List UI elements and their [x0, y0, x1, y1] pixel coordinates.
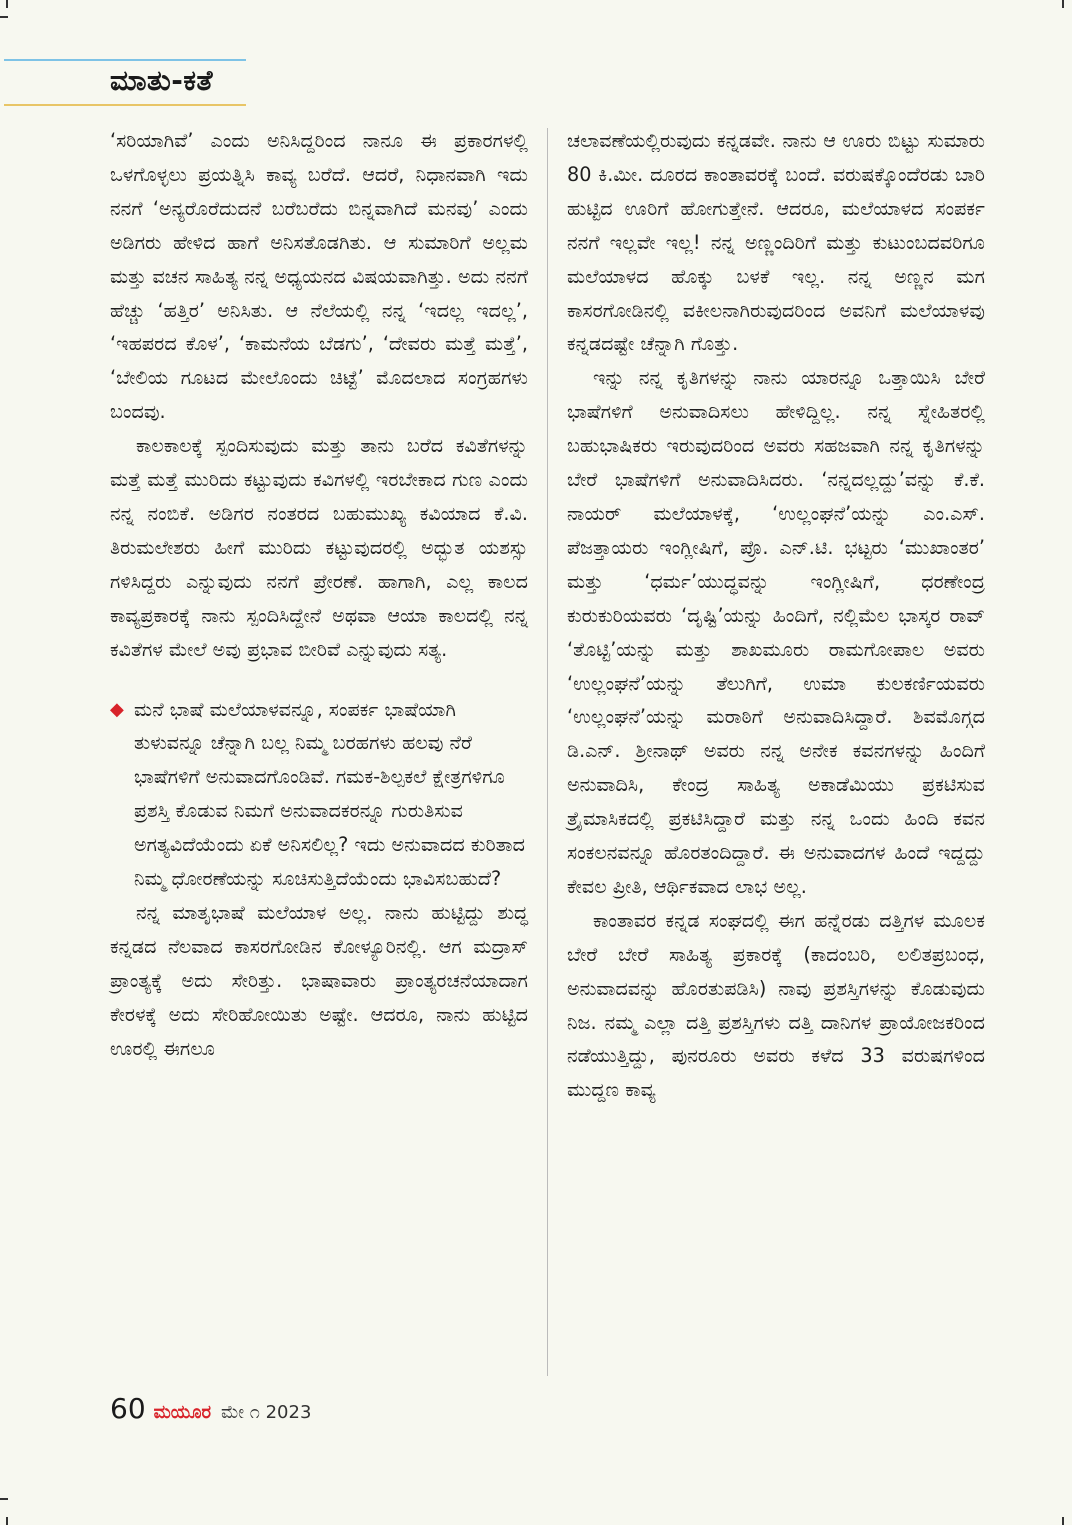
left-column — [110, 124, 528, 1065]
crop-mark — [6, 1517, 8, 1525]
paragraph: ಚಲಾವಣೆಯಲ್ಲಿರುವುದು ಕನ್ನಡವೇ. ನಾನು ಆ ಊರು ಬಿಟ್ಟು ಸುಮಾರು 80 ಕಿ.ಮೀ. ದೂರದ ಕಾಂತಾವರಕ್ಕೆ ಬಂದೆ. ವರುಷಕ್ಕೊಂದೆರಡು ಬಾರಿ ಹುಟ್ಟಿದ ಊರಿಗೆ ಹೋಗುತ್ತೇನೆ. ಆದರೂ, ಮಲೆಯಾಳದ ಸಂಪರ್ಕ ನನಗೆ ಇಲ್ಲವೇ ಇಲ್ಲ! ನನ್ನ ಅಣ್ಣಂದಿರಿಗೆ ಮತ್ತು ಕುಟುಂಬದವರಿಗೂ ಮಲೆಯಾಳದ ಹೊಕ್ಕು ಬಳಕೆ ಇಲ್ಲ. ನನ್ನ ಅಣ್ಣನ ಮಗ ಕಾಸರಗೋಡಿನಲ್ಲಿ ವಕೀಲನಾಗಿರುವುದರಿಂದ ಅವನಿಗೆ ಮಲೆಯಾಳವು ಕನ್ನಡದಷ್ಟೇ ಚೆನ್ನಾಗಿ ಗೊತ್ತು. — [567, 129, 985, 356]
question-text: ಮನೆ ಭಾಷೆ ಮಲೆಯಾಳವನ್ನೂ, ಸಂಪರ್ಕ ಭಾಷೆಯಾಗಿ ತುಳುವನ್ನೂ ಚೆನ್ನಾಗಿ ಬಲ್ಲ ನಿಮ್ಮ ಬರಹಗಳು ಹಲವು ನೆರೆ ಭಾಷೆಗಳಿಗೆ ಅನುವಾದಗೊಂಡಿವೆ. ಗಮಕ-ಶಿಲ್ಪಕಲೆ ಕ್ಷೇತ್ರಗಳಿಗೂ ಪ್ರಶಸ್ತಿ ಕೊಡುವ ನಿಮಗೆ ಅನುವಾದಕರನ್ನೂ ಗುರುತಿಸುವ ಅಗತ್ಯವಿದೆಯೆಂದು ಏಕೆ ಅನಿಸಲಿಲ್ಲ? ಇದು ಅನುವಾದದ ಕುರಿತಾದ ನಿಮ್ಮ ಧೋರಣೆಯನ್ನು ಸೂಚಿಸುತ್ತಿದೆಯೆಂದು ಭಾವಿಸಬಹುದೆ? — [134, 697, 526, 891]
header-rule-yellow — [4, 104, 246, 106]
crop-mark — [1062, 1517, 1064, 1525]
paragraph: ‘ಸರಿಯಾಗಿವೆ’ ಎಂದು ಅನಿಸಿದ್ದರಿಂದ ನಾನೂ ಈ ಪ್ರಕಾರಗಳಲ್ಲಿ ಒಳಗೊಳ್ಳಲು ಪ್ರಯತ್ನಿಸಿ ಕಾವ್ಯ ಬರೆದೆ. ಆದರೆ, ನಿಧಾನವಾಗಿ ಇದು ನನಗೆ ‘ಅನ್ಯರೊರೆದುದನೆ ಬರೆಬರೆದು ಬಿನ್ನವಾಗಿದೆ ಮನವು’ ಎಂದು ಅಡಿಗರು ಹೇಳಿದ ಹಾಗೆ ಅನಿಸತೊಡಗಿತು. ಆ ಸುಮಾರಿಗೆ ಅಲ್ಲಮ ಮತ್ತು ವಚನ ಸಾಹಿತ್ಯ ನನ್ನ ಅಧ್ಯಯನದ ವಿಷಯವಾಗಿತ್ತು. ಅದು ನನಗೆ ಹೆಚ್ಚು ‘ಹತ್ತಿರ’ ಅನಿಸಿತು. ಆ ನೆಲೆಯಲ್ಲಿ ನನ್ನ ‘ಇದಲ್ಲ ಇದಲ್ಲ’, ‘ಇಹಪರದ ಕೊಳ’, ‘ಕಾಮನೆಯ ಬೆಡಗು’, ‘ದೇವರು ಮತ್ತೆ ಮತ್ತೆ’, ‘ಬೇಲಿಯ ಗೂಟದ ಮೇಲೊಂದು ಚಿಟ್ಟೆ’ ಮೊದಲಾದ ಸಂಗ್ರಹಗಳು ಬಂದವು. — [110, 129, 528, 424]
header-rule-blue — [4, 59, 246, 61]
crop-mark — [0, 16, 8, 18]
right-column — [567, 124, 985, 1107]
spacer — [110, 667, 528, 693]
paragraph: ನನ್ನ ಮಾತೃಭಾಷೆ ಮಲೆಯಾಳ ಅಲ್ಲ. ನಾನು ಹುಟ್ಟಿದ್ದು ಶುದ್ಧ ಕನ್ನಡದ ನೆಲವಾದ ಕಾಸರಗೋಡಿನ ಕೋಳ್ಯೂರಿನಲ್ಲಿ. ಆಗ ಮದ್ರಾಸ್ ಪ್ರಾಂತ್ಯಕ್ಕೆ ಅದು ಸೇರಿತ್ತು. ಭಾಷಾವಾರು ಪ್ರಾಂತ್ಯರಚನೆಯಾದಾಗ ಕೇರಳಕ್ಕೆ ಅದು ಸೇರಿಹೋಯಿತು ಅಷ್ಟೇ. ಆದರೂ, ನಾನು ಹುಟ್ಟಿದ ಊರಲ್ಲಿ ಈಗಲೂ — [110, 900, 528, 1060]
paragraph: ಇನ್ನು ನನ್ನ ಕೃತಿಗಳನ್ನು ನಾನು ಯಾರನ್ನೂ ಒತ್ತಾಯಿಸಿ ಬೇರೆ ಭಾಷೆಗಳಿಗೆ ಅನುವಾದಿಸಲು ಹೇಳಿದ್ದಿಲ್ಲ. ನನ್ನ ಸ್ನೇಹಿತರಲ್ಲಿ ಬಹುಭಾಷಿಕರು ಇರುವುದರಿಂದ ಅವರು ಸಹಜವಾಗಿ ನನ್ನ ಕೃತಿಗಳನ್ನು ಬೇರೆ ಭಾಷೆಗಳಿಗೆ ಅನುವಾದಿಸಿದರು. ‘ನನ್ನದಲ್ಲದ್ದು’ವನ್ನು ಕೆ.ಕೆ. ನಾಯರ್ ಮಲೆಯಾಳಕ್ಕೆ, ‘ಉಲ್ಲಂಘನೆ’ಯನ್ನು ಎಂ.ಎಸ್. ಪೆಜತ್ತಾಯರು ಇಂಗ್ಲೀಷಿಗೆ, ಪ್ರೊ. ಎನ್.ಟಿ. ಭಟ್ಟರು ‘ಮುಖಾಂತರ’ ಮತ್ತು ‘ಧರ್ಮ’ಯುದ್ಧವನ್ನು ಇಂಗ್ಲೀಷಿಗೆ, ಧರಣೇಂದ್ರ ಕುರುಕುರಿಯವರು ‘ದೃಷ್ಟಿ’ಯನ್ನು ಹಿಂದಿಗೆ, ನಲ್ಲಿಮೆಲ ಭಾಸ್ಕರ ರಾವ್ ‘ತೊಟ್ಟಿ’ಯನ್ನು ಮತ್ತು ಶಾಖಮೂರು ರಾಮಗೋಪಾಲ ಅವರು ‘ಉಲ್ಲಂಘನೆ’ಯನ್ನು ತೆಲುಗಿಗೆ, ಉಮಾ ಕುಲಕರ್ಣಿಯವರು ‘ಉಲ್ಲಂಘನೆ’ಯನ್ನು ಮರಾಠಿಗೆ ಅನುವಾದಿಸಿದ್ದಾರೆ. ಶಿವಮೊಗ್ಗದ ಡಿ.ಎನ್. ಶ್ರೀನಾಥ್ ಅವರು ನನ್ನ ಅನೇಕ ಕವನಗಳನ್ನು ಹಿಂದಿಗೆ ಅನುವಾದಿಸಿ, ಕೇಂದ್ರ ಸಾಹಿತ್ಯ ಅಕಾಡೆಮಿಯು ಪ್ರಕಟಿಸುವ ತ್ರೈಮಾಸಿಕದಲ್ಲಿ ಪ್ರಕಟಿಸಿದ್ದಾರೆ ಮತ್ತು ನನ್ನ ಒಂದು ಹಿಂದಿ ಕವನ ಸಂಕಲನವನ್ನೂ ಹೊರತಂದಿದ್ದಾರೆ. ಈ ಅನುವಾದಗಳ ಹಿಂದೆ ಇದ್ದದ್ದು ಕೇವಲ ಪ್ರೀತಿ, ಆರ್ಥಿಕವಾದ ಲಾಭ ಅಲ್ಲ. — [567, 366, 985, 898]
crop-mark — [1062, 0, 1064, 8]
interview-question — [110, 693, 528, 896]
column-divider — [547, 128, 548, 1376]
issue-date: ಮೇ ೧ 2023 — [221, 1402, 312, 1423]
magazine-logo: ಮಯೂರ — [153, 1402, 212, 1423]
paragraph: ಕಾಲಕಾಲಕ್ಕೆ ಸ್ಪಂದಿಸುವುದು ಮತ್ತು ತಾನು ಬರೆದ ಕವಿತೆಗಳನ್ನು ಮತ್ತೆ ಮತ್ತೆ ಮುರಿದು ಕಟ್ಟುವುದು ಕವಿಗಳಲ್ಲಿ ಇರಬೇಕಾದ ಗುಣ ಎಂದು ನನ್ನ ನಂಬಿಕೆ. ಅಡಿಗರ ನಂತರದ ಬಹುಮುಖ್ಯ ಕವಿಯಾದ ಕೆ.ವಿ. ತಿರುಮಲೇಶರು ಹೀಗೆ ಮುರಿದು ಕಟ್ಟುವುದರಲ್ಲಿ ಅದ್ಭುತ ಯಶಸ್ಸು ಗಳಿಸಿದ್ದರು ಎನ್ನುವುದು ನನಗೆ ಪ್ರೇರಣೆ. ಹಾಗಾಗಿ, ಎಲ್ಲ ಕಾಲದ ಕಾವ್ಯಪ್ರಕಾರಕ್ಕೆ ನಾನು ಸ್ಪಂದಿಸಿದ್ದೇನೆ ಅಥವಾ ಆಯಾ ಕಾಲದಲ್ಲಿ ನನ್ನ ಕವಿತೆಗಳ ಮೇಲೆ ಅವು ಪ್ರಭಾವ ಬೀರಿವೆ ಎನ್ನುವುದು ಸತ್ಯ. — [110, 434, 528, 661]
diamond-bullet-icon: ◆ — [110, 698, 124, 720]
crop-mark — [0, 1498, 8, 1500]
page-number: 60 — [110, 1392, 146, 1425]
paragraph: ಕಾಂತಾವರ ಕನ್ನಡ ಸಂಘದಲ್ಲಿ ಈಗ ಹನ್ನೆರಡು ದತ್ತಿಗಳ ಮೂಲಕ ಬೇರೆ ಬೇರೆ ಸಾಹಿತ್ಯ ಪ್ರಕಾರಕ್ಕೆ (ಕಾದಂಬರಿ, ಲಲಿತಪ್ರಬಂಧ, ಅನುವಾದವನ್ನು ಹೊರತುಪಡಿಸಿ) ನಾವು ಪ್ರಶಸ್ತಿಗಳನ್ನು ಕೊಡುವುದು ನಿಜ. ನಮ್ಮ ಎಲ್ಲಾ ದತ್ತಿ ಪ್ರಶಸ್ತಿಗಳು ದತ್ತಿ ದಾನಿಗಳ ಪ್ರಾಯೋಜಕರಿಂದ ನಡೆಯುತ್ತಿದ್ದು, ಪುನರೂರು ಅವರು ಕಳೆದ 33 ವರುಷಗಳಿಂದ ಮುದ್ದಣ ಕಾವ್ಯ — [567, 908, 985, 1102]
crop-mark — [6, 0, 8, 8]
section-title: ಮಾತು-ಕತೆ — [110, 64, 213, 97]
page-footer — [110, 1392, 311, 1425]
